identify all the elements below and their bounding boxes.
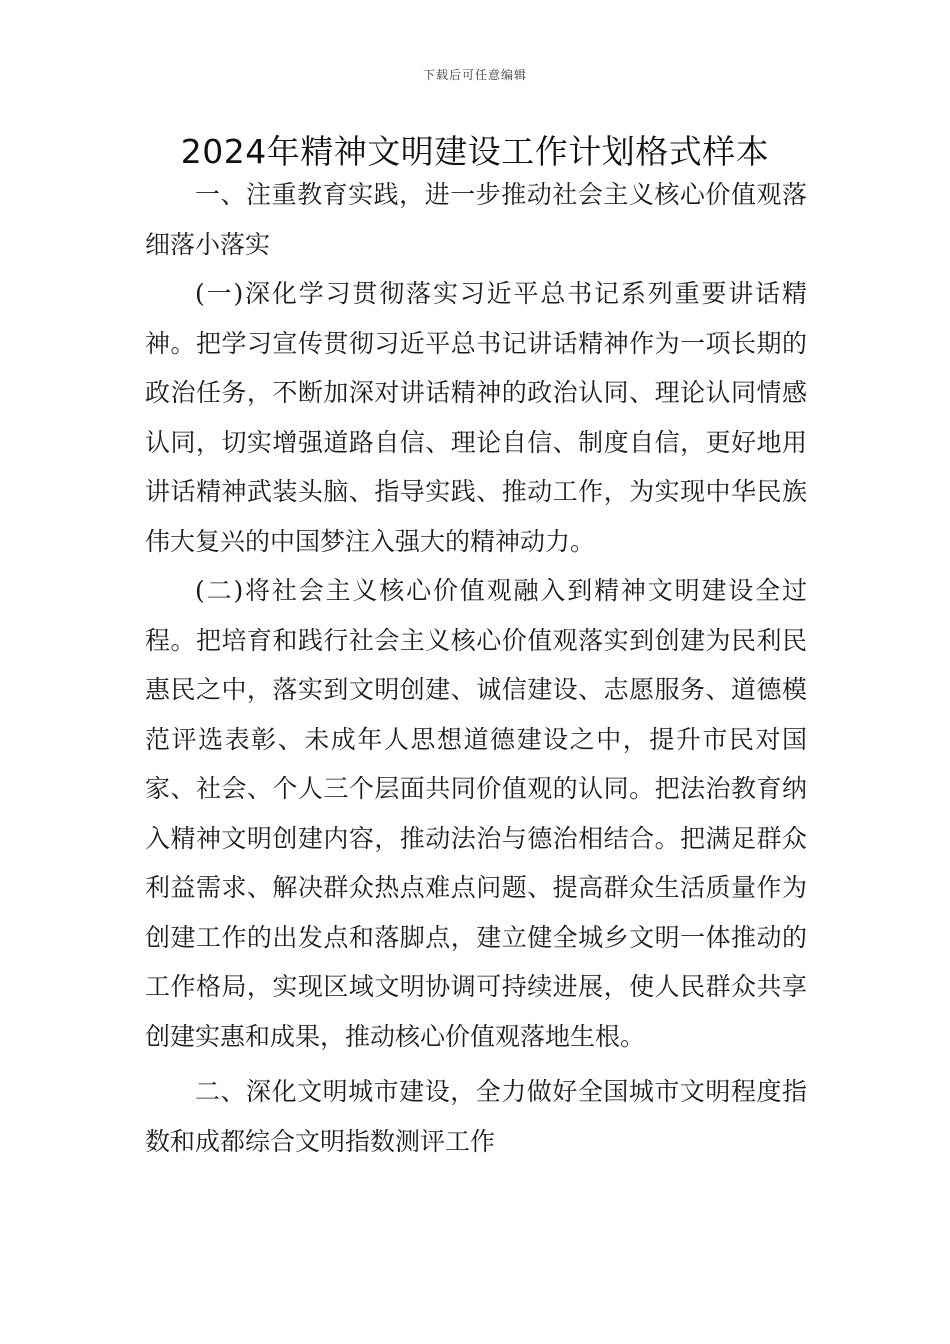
section-heading-1: 一、注重教育实践，进一步推动社会主义核心价值观落细落小落实 <box>145 180 807 259</box>
header-note: 下载后可任意编辑 <box>422 68 527 82</box>
document-body <box>145 170 807 1166</box>
section-heading-2: 二、深化文明城市建设，全力做好全国城市文明程度指数和成都综合文明指数测评工作 <box>145 1077 807 1156</box>
paragraph-1: (一)深化学习贯彻落实习近平总书记系列重要讲话精神。把学习宣传贯彻习近平总书记讲话精神作为一项长期的政治任务，不断加深对讲话精神的政治认同、理论认同情感认同，切实增强道路自信、理论自信、制度自信，更好地用讲话精神武装头脑、指导实践、推动工作，为实现中华民族伟大复兴的中国梦注入强大的精神动力。 <box>145 279 807 556</box>
document-title: 2024年精神文明建设工作计划格式样本 <box>180 132 770 171</box>
paragraph-2: (二)将社会主义核心价值观融入到精神文明建设全过程。把培育和践行社会主义核心价值观落实到创建为民利民惠民之中，落实到文明创建、诚信建设、志愿服务、道德模范评选表彰、未成年人思想道德建设之中，提升市民对国家、社会、个人三个层面共同价值观的认同。把法治教育纳入精神文明创建内容，推动法治与德治相结合。把满足群众利益需求、解决群众热点难点问题、提高群众生活质量作为创建工作的出发点和落脚点，建立健全城乡文明一体推动的工作格局，实现区域文明协调可持续进展，使人民群众共享创建实惠和成果，推动核心价值观落地生根。 <box>145 576 807 1051</box>
